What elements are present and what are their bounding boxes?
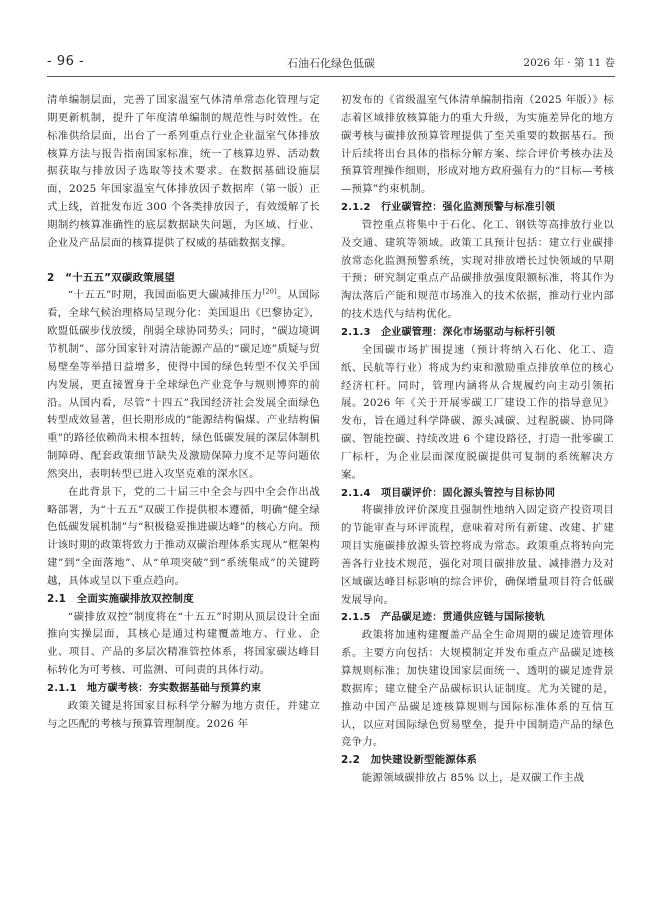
paragraph: 政策关键是将国家目标科学分解为地方责任，并建立与之匹配的考核与预算管理制度。2026 年 [47,699,320,730]
page-header [47,52,615,78]
subsubsection-heading: 2.1.4 项目碳评价：固化源头管控与目标协同 [341,487,556,499]
left-column [47,92,320,734]
header-rule [47,76,615,77]
right-column [341,92,614,788]
subsubsection-heading: 2.1.2 行业碳管控：强化监测预警与标准引领 [341,202,556,214]
section-heading: 2 “十五五”双碳政策展望 [47,271,176,284]
paragraph: 管控重点将集中于石化、化工、钢铁等高排放行业以及交通、建筑等领域。政策工具预计包括：建立行业碳排放常态化监测预警系统，实现对排放增长过快领域的早期干预；研究制定重点产品碳排放强度限额标准，将其作为淘汰落后产能和规范市场准入的技术依据，推动行业内部的技术迭代与结构优化。 [341,218,614,321]
subsubsection-heading: 2.1.3 企业碳管理：深化市场驱动与标杆引领 [341,326,556,338]
paragraph: “碳排放双控”制度将在“十五五”时期从顶层设计全面推向实操层面，其核心是通过构建覆盖地方、行业、企业、项目、产品的多层次精准管控体系，将国家碳达峰目标转化为可考核、可监测、可问责的具体行动。 [47,610,320,677]
issue-info: 2026 年 · 第 11 卷 [523,57,615,69]
citation-ref: [20] [262,287,277,296]
paragraph-text: “十五五”时期，我国面临更大碳减排压力 [67,289,263,302]
paragraph: 清单编制层面，完善了国家温室气体清单常态化管理与定期更新机制，提升了年度清单编制的规范性与时效性。在标准供给层面，出台了一系列重点行业企业温室气体排放核算方法与报告指南国家标准，统一了核算边界、活动数据获取与排放因子选取等技术要求。在数据基础设施层面，2025 年国家温室气体排放因子数据库（第一版）正式上线，首批发布近 300 个各类排放因子，有效缓解了长期制约核算准确性的底层数据缺失问题，为区域、行业、企业及产品层面的核算提供了权威的基础数据支撑。 [47,94,320,249]
subsection-heading: 2.2 加快建设新型能源体系 [341,754,478,767]
page-number: - 96 - [47,54,85,69]
paragraph: 全国碳市场扩围提速（预计将纳入石化、化工、造纸、民航等行业）将成为约束和激励重点排放单位的核心经济杠杆。同时，管理内涵将从合规履约向主动引领拓展。2026 年《关于开展零碳工厂建设工作的指导意见》发布，旨在通过科学降碳、源头减碳、过程脱碳、协同降碳、智能控碳、持续改进 6 个建设路径，打造一批零碳工厂标杆，为企业层面深度脱碳提供可复制的系统解决方案。 [341,343,614,481]
subsubsection-heading: 2.1.5 产品碳足迹：贯通供应链与国际接轨 [341,612,545,624]
journal-name: 石油石化绿色低碳 [287,57,375,70]
paragraph: 将碳排放评价深度且强制性地纳入固定资产投资项目的节能审查与环评流程，意味着对所有新建、改建、扩建项目实施碳排放源头管控将成为常态。政策重点将转向完善各行业技术规范，强化对项目碳排放量、减排潜力及对区域碳达峰目标影响的综合评价，确保增量项目符合低碳发展导向。 [341,504,614,606]
paragraph: 能源领域碳排放占 85% 以上，是双碳工作主战 [361,772,585,785]
subsubsection-heading: 2.1.1 地方碳考核：夯实数据基础与预算约束 [47,683,262,694]
subsection-heading: 2.1 全面实施碳排放双控制度 [47,592,194,605]
paragraph: 政策将加速构建覆盖产品全生命周期的碳足迹管理体系。主要方向包括：大规模制定并发布重点产品碳足迹核算规则标准；加快建设国家层面统一、透明的碳足迹背景数据库；建立健全产品碳标识认证制度。尤为关键的是，推动中国产品碳足迹核算规则与国际标准体系的互信互认，以应对国际绿色贸易壁垒，提升中国制造产品的绿色竞争力。 [341,629,614,749]
paragraph-text: 。从国际看，全球气候治理格局呈现分化：美国退出《巴黎协定》，欧盟低碳步伐放缓，削弱全球协同势头；同时，“碳边境调节机制”、部分国家针对清洁能源产品的“碳足迹”质疑与贸易壁垒等举措日益增多，使得中国的绿色转型不仅关乎国内发展，更直接置身于全球绿色产业竞争与规则博弈的前沿。从国内看，尽管“十四五”我国经济社会发展全面绿色转型成效显著，但长期形成的“能源结构偏煤、产业结构偏重”的路径依赖尚未根本扭转，绿色低碳发展的深层体制机制障碍、配套政策细节缺失及激励保障力度不足等问题依然突出，表明转型已进入攻坚克难的深水区。 [47,289,321,480]
paragraph: 初发布的《省级温室气体清单编制指南（2025 年版）》标志着区域排放核算能力的重大升级，为实施差异化的地方碳考核与碳排放预算管理提供了至关重要的数据基石。预计后续将出台具体的指标分解方案、综合评价考核办法及预算管理操作细则，形成对地方政府强有力的“目标—考核—预算”约束机制。 [341,94,614,196]
paragraph [47,287,320,483]
paragraph: 在此背景下，党的二十届三中全会与四中全会作出战略部署，为“十五五”双碳工作提供根本遵循，明确“健全绿色低碳发展机制”与“积极稳妥推进碳达峰”的核心方向。预计该时期的政策将致力于推动双碳治理体系实现从“框架构建”到“全面落地”、从“单项突破”到“系统集成”的关键跨越，具体或呈以下重点趋向。 [47,485,320,587]
